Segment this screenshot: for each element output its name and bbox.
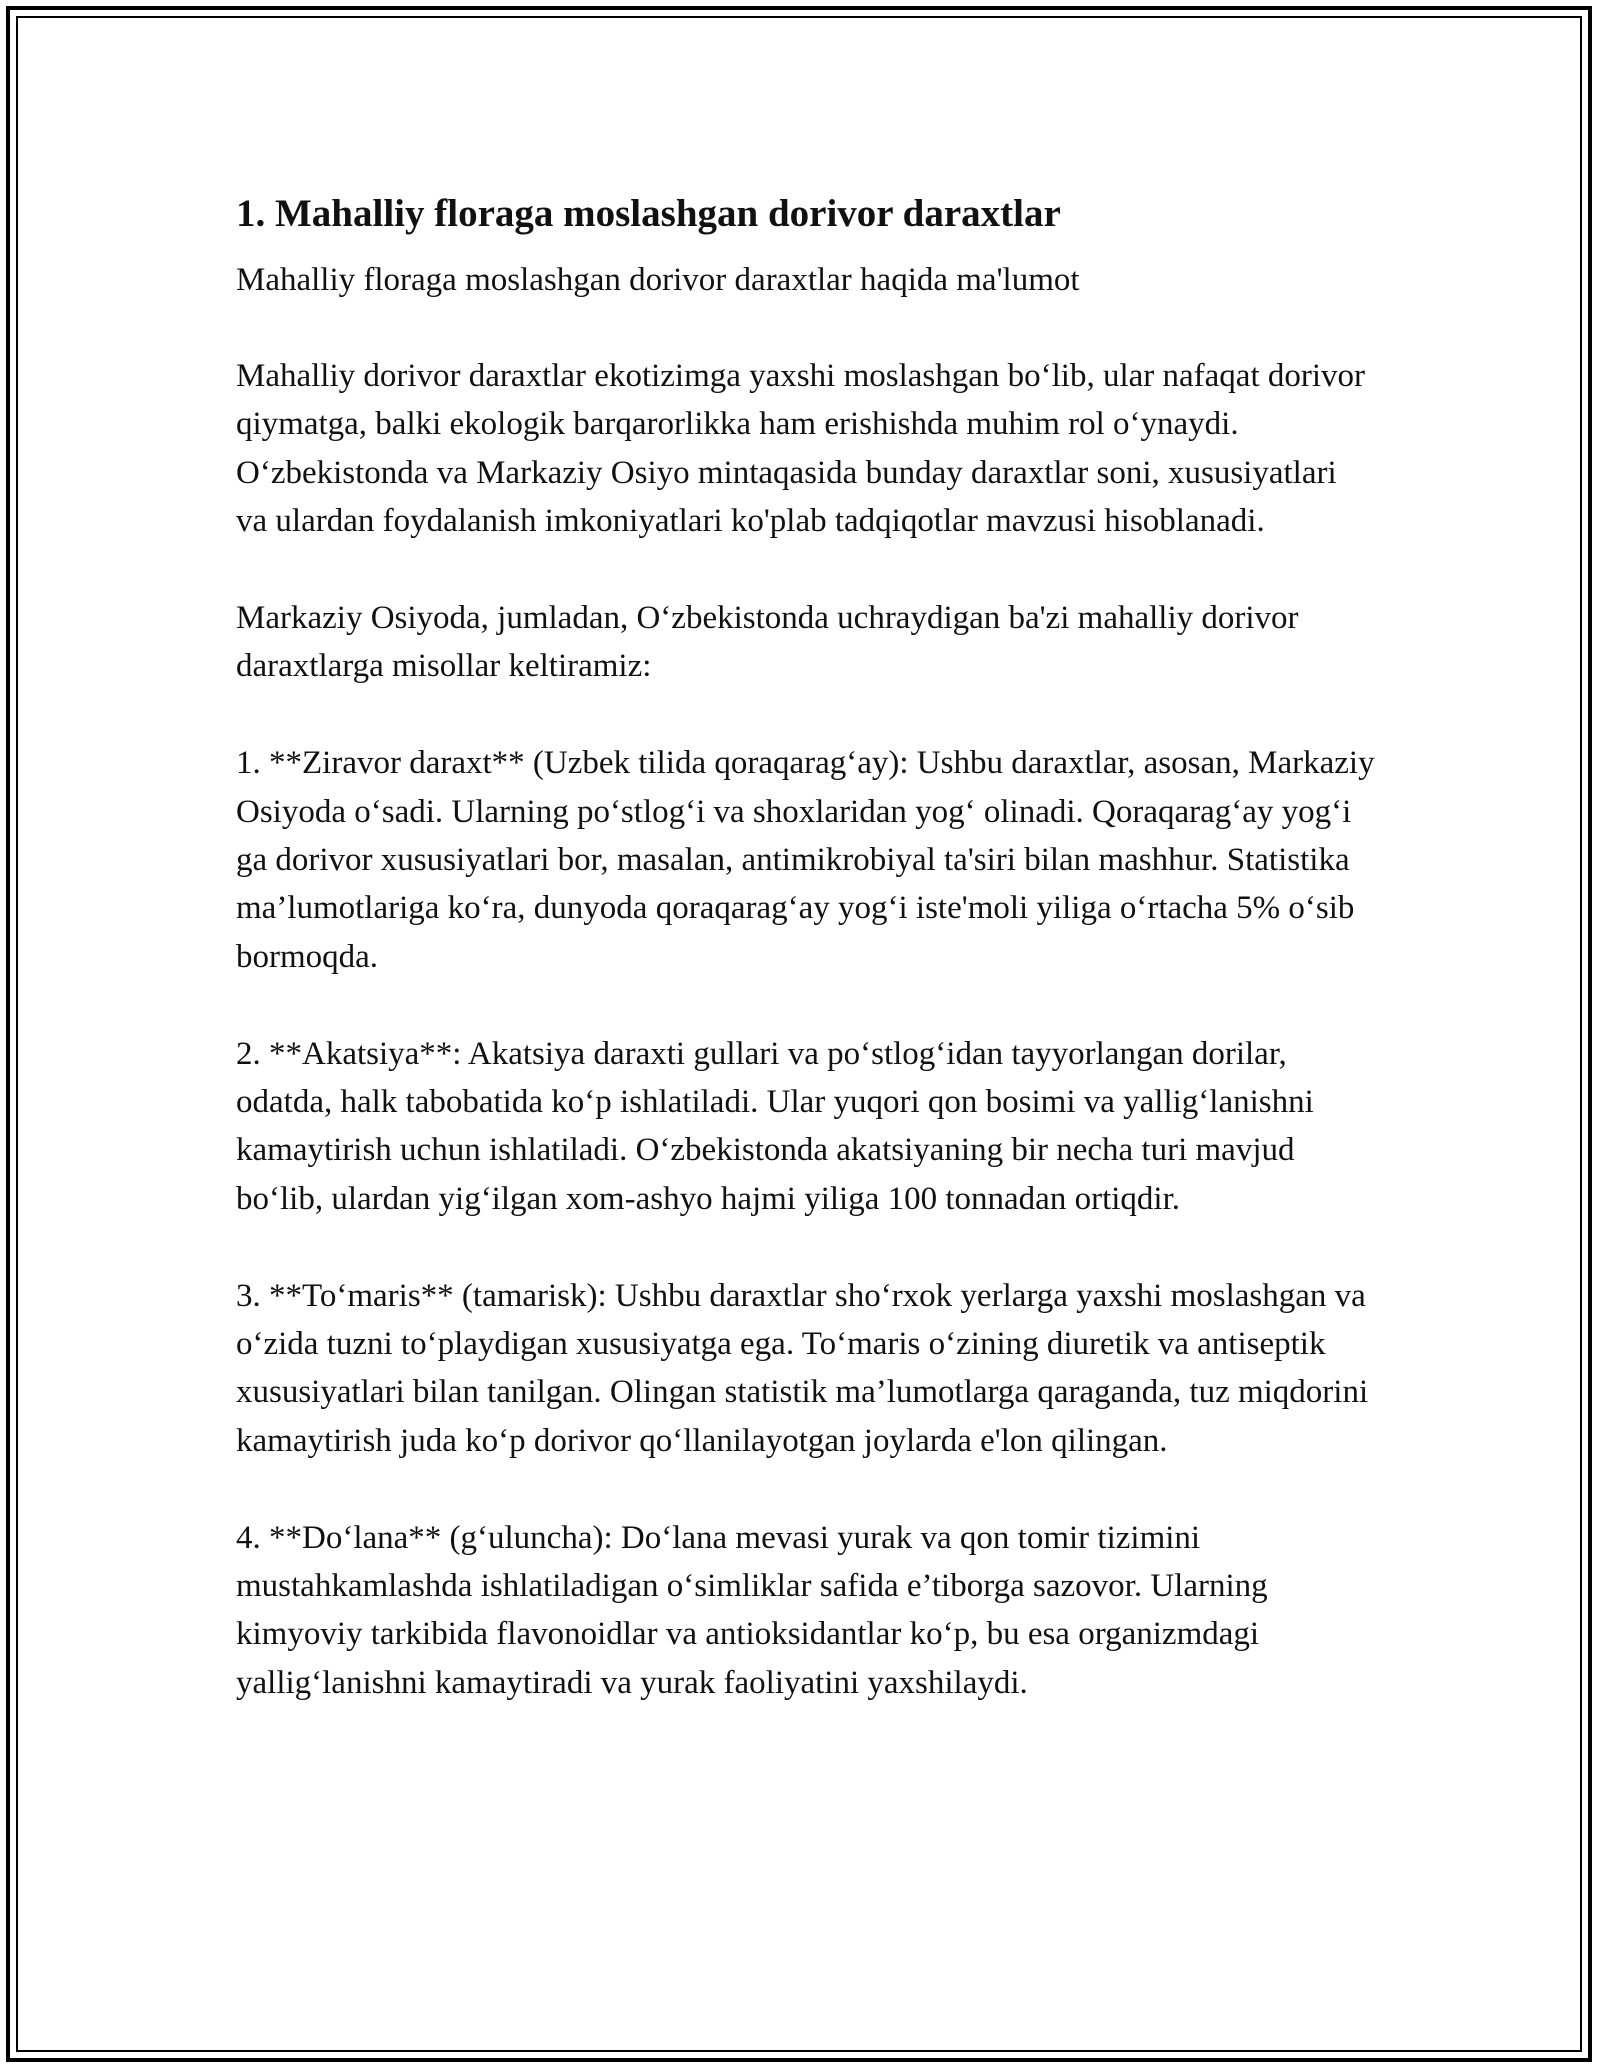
section-heading: 1. Mahalliy floraga moslashgan dorivor daraxtlar	[236, 192, 1061, 235]
paragraph-intro: Mahalliy dorivor daraxtlar ekotizimga yaxshi moslashgan bo‘lib, ular nafaqat dorivor qiymatga, balki ekologik barqarorlikka ham erishishda muhim rol o‘ynaydi. O‘zbekistonda va Markaziy Osiyo mintaqasida bunday daraxtlar soni, xususiyatlari va ulardan foydalanish imkoniyatlari ko'plab tadqiqotlar mavzusi hisoblanadi.	[236, 358, 1366, 540]
document-body	[236, 186, 1376, 1756]
paragraph-item-4: 4. **Do‘lana** (g‘uluncha): Do‘lana mevasi yurak va qon tomir tizimini mustahkamlashda ishlatiladigan o‘simliklar safida e’tiborga sazovor. Ularning kimyoviy tarkibida flavonoidlar va antioksidantlar ko‘p, bu esa organizmdagi yallig‘lanishni kamaytiradi va yurak faoliyatini yaxshilaydi.	[236, 1519, 1268, 1701]
paragraph-item-2: 2. **Akatsiya**: Akatsiya daraxti gullari va po‘stlog‘idan tayyorlangan dorilar, odatda, halk tabobatida ko‘p ishlatiladi. Ular yuqori qon bosimi va yallig‘lanishni kamaytirish uchun ishlatiladi. O‘zbekistonda akatsiyaning bir necha turi mavjud bo‘lib, ulardan yig‘ilgan xom-ashyo hajmi yiliga 100 tonnadan ortiqdir.	[236, 1035, 1314, 1217]
paragraph-item-3: 3. **To‘maris** (tamarisk): Ushbu daraxtlar sho‘rxok yerlarga yaxshi moslashgan va o‘zida tuzni to‘playdigan xususiyatga ega. To‘maris o‘zining diuretik va antiseptik xususiyatlari bilan tanilgan. Olingan statistik ma’lumotlarga qaraganda, tuz miqdorini kamaytirish juda ko‘p dorivor qo‘llanilayotgan joylarda e'lon qilingan.	[236, 1277, 1369, 1459]
paragraph-examples-intro: Markaziy Osiyoda, jumladan, O‘zbekistonda uchraydigan ba'zi mahalliy dorivor daraxtlarga misollar keltiramiz:	[236, 600, 1299, 685]
section-subtitle: Mahalliy floraga moslashgan dorivor daraxtlar haqida ma'lumot	[236, 262, 1080, 298]
paragraph-item-1: 1. **Ziravor daraxt** (Uzbek tilida qoraqarag‘ay): Ushbu daraxtlar, asosan, Markaziy Osiyoda o‘sadi. Ularning po‘stlog‘i va shoxlaridan yog‘ olinadi. Qoraqarag‘ay yog‘i ga dorivor xususiyatlari bor, masalan, antimikrobiyal ta'siri bilan mashhur. Statistika ma’lumotlariga ko‘ra, dunyoda qoraqarag‘ay yog‘i iste'moli yiliga o‘rtacha 5% o‘sib bormoqda.	[236, 745, 1375, 975]
